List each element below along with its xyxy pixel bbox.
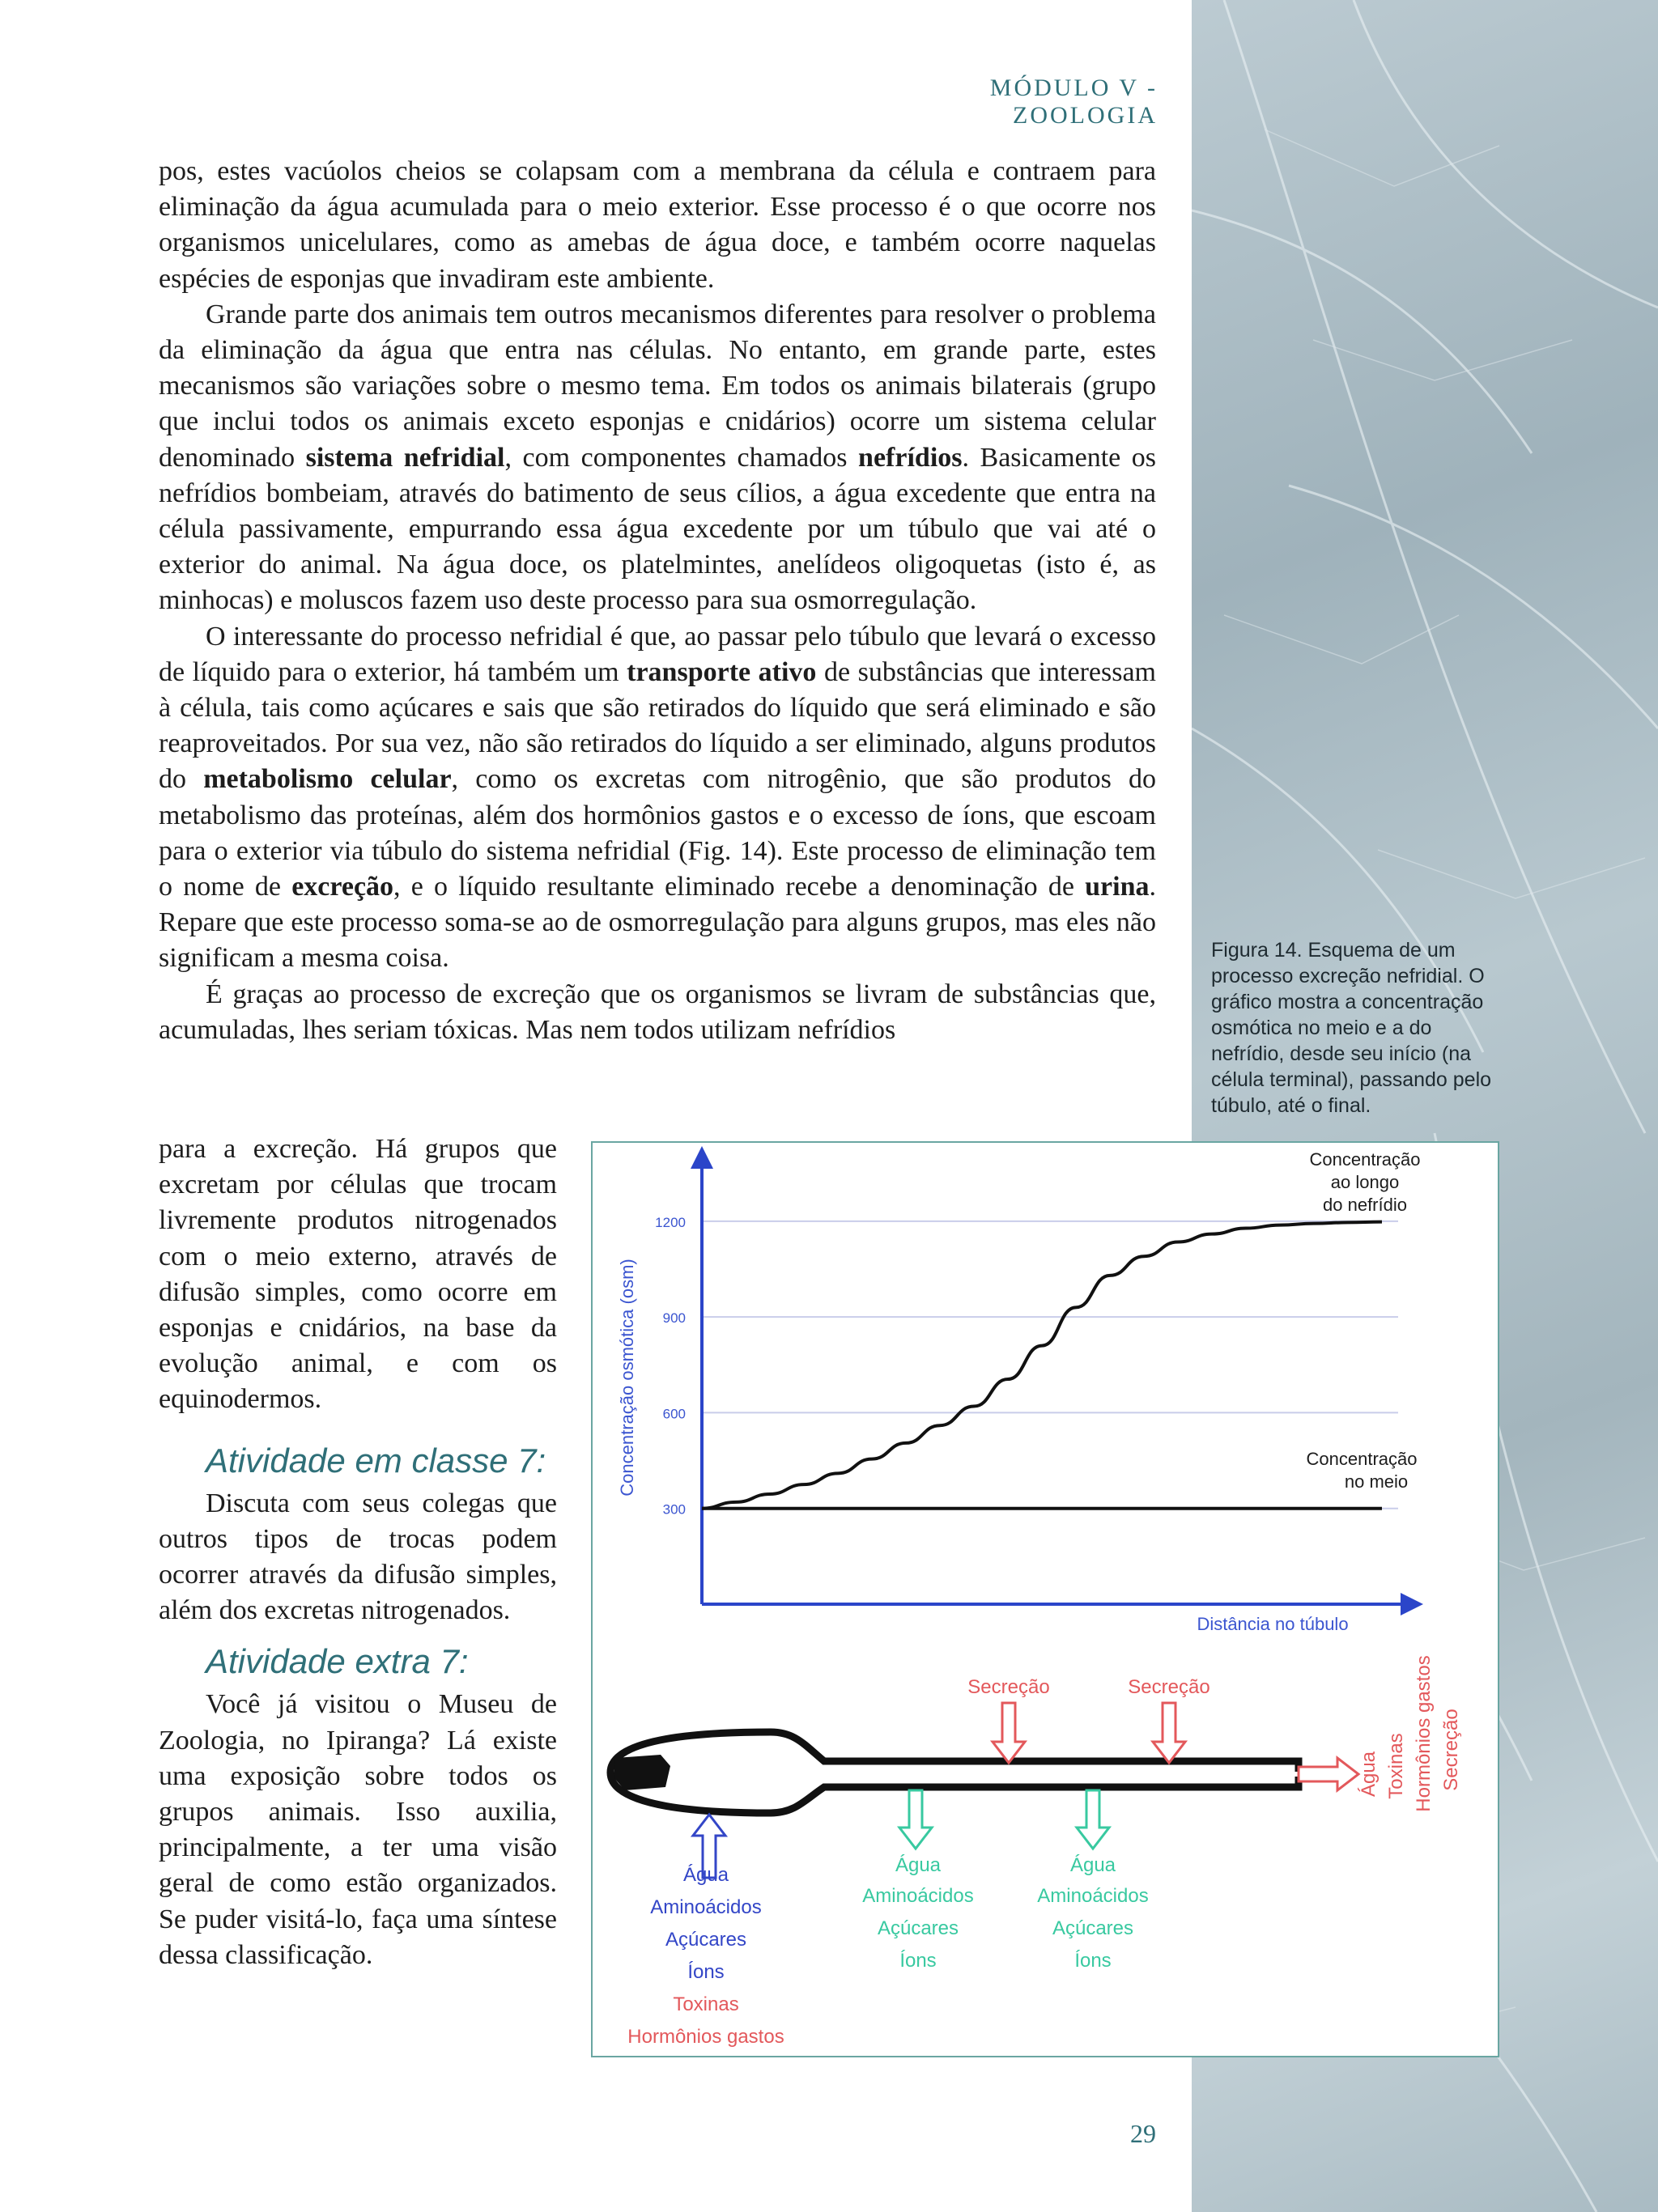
reabsorbed-item: Íons: [899, 1950, 937, 1972]
nephridial-excretion-figure: [593, 1143, 1498, 2056]
paragraph-2-text-c: . Basicamente os nefrídios bombeiam, através do batimento de seus cílios, a água excedente que entra na célula passivamente, empurrando essa água excedente por um túbulo que vai até o exterior do animal. Na água doce, os platelmintes, anelídeos oligoquetas (isto é, as minhocas) e moluscos fazem uso deste processo para sua osmorregulação.: [159, 442, 1157, 616]
paragraph-3: [159, 619, 1156, 977]
reabsorbed-list-1: [862, 1854, 973, 1972]
reabsorbed-item: Aminoácidos: [862, 1885, 974, 1907]
flame-cell-icon: [614, 1755, 670, 1790]
y-tick-labels: [655, 1215, 686, 1518]
paragraph-2-text-a: Grande parte dos animais tem outros mecanismos diferentes para resolver o problema da eliminação da água que entra nas células. No entanto, em grande parte, estes mecanismos são variações sobre o mesmo tema. Em todos os animais bilaterais (grupo que inclui todos os animais exceto esponjas e cnidários) ocorre um sistema celular denominado: [159, 299, 1156, 473]
paragraph-3-text-a: O interessante do processo nefridial é que, ao passar pelo túbulo que levará o excesso de líquido para o exterior, há também um: [159, 621, 1156, 687]
reabsorption-arrow-1-icon: [899, 1790, 932, 1849]
reabsorbed-item: Aminoácidos: [1037, 1885, 1149, 1907]
secretion-arrow-2-icon: [1153, 1703, 1185, 1763]
output-substances-list: [1358, 1655, 1462, 1811]
term-excrecao: excreção: [291, 872, 394, 902]
y-tick-label: 900: [662, 1310, 686, 1327]
series-label-nephridium: [1310, 1149, 1421, 1215]
output-item: Secreção: [1440, 1709, 1462, 1791]
page-header: MÓDULO V - ZOOLOGIA: [989, 74, 1158, 129]
input-item: Hormônios gastos: [627, 2026, 784, 2048]
chart-gridlines: [702, 1221, 1398, 1509]
paragraph-2-text-b: , com componentes chamados: [504, 442, 859, 473]
chart-series: [702, 1222, 1382, 1509]
figure-caption: Figura 14. Esquema de um processo excreção nefridial. O gráfico mostra a concentração osmótica no meio e a do nefrídio, desde seu início (na célula terminal), passando pelo túbulo, até o final.: [1211, 939, 1492, 1117]
input-substances-list: [627, 1864, 784, 2048]
term-urina: urina: [1085, 872, 1150, 902]
series-label-nephridium-line-2: ao longo: [1330, 1172, 1400, 1192]
input-item: Aminoácidos: [650, 1896, 762, 1918]
term-nefridios: nefrídios: [858, 442, 963, 473]
series-label-nephridium-line-3: do nefrídio: [1323, 1195, 1407, 1215]
page-number: 29: [1130, 2119, 1156, 2148]
y-tick-label: 1200: [655, 1214, 686, 1230]
term-metabolismo-celular: metabolismo celular: [203, 764, 452, 795]
y-tick-label: 600: [662, 1406, 686, 1422]
term-sistema-nefridial: sistema nefridial: [305, 442, 505, 473]
input-item: Íons: [687, 1961, 725, 1983]
paragraph-4-continued: para a excreção. Há grupos que excretam por células que trocam livremente produtos nitrogenados com o meio externo, através de difusão simples, como ocorre em esponjas e cnidários, na base da evolução animal, e com os equinodermos.: [159, 1134, 557, 1415]
reabsorbed-item: Açúcares: [877, 1917, 959, 1939]
reabsorption-arrow-2-icon: [1077, 1790, 1109, 1849]
secretion-label-2: Secreção: [1128, 1676, 1210, 1698]
activity-class-title: Atividade em classe 7:: [206, 1441, 546, 1480]
series-label-nephridium-line-1: Concentração: [1309, 1149, 1421, 1170]
reabsorbed-item: Água: [1069, 1854, 1116, 1876]
reabsorbed-item: Íons: [1074, 1950, 1112, 1972]
output-item: Água: [1358, 1751, 1380, 1798]
reabsorbed-item: Açúcares: [1052, 1917, 1134, 1939]
activity-extra-text: Você já visitou o Museu de Zoologia, no Ipiranga? Lá existe uma exposição sobre todos os grupos animais. Isso auxilia, principalmente, a ter uma visão geral de como estão organizados. Se puder visitá-lo, faça uma síntese dessa classificação.: [159, 1689, 557, 1970]
series-label-medium-line-1: Concentração: [1306, 1449, 1418, 1469]
series-line-nephridium: [702, 1222, 1382, 1509]
paragraph-4: É graças ao processo de excreção que os organismos se livram de substâncias que, acumuladas, lhes seriam tóxicas. Mas nem todos utilizam nefrídios: [159, 979, 1156, 1045]
output-arrow-icon: [1299, 1758, 1358, 1790]
paragraph-1: [159, 154, 1156, 297]
secretion-label-1: Secreção: [967, 1676, 1050, 1698]
paragraph-3-text-c: , como os excretas com nitrogênio, que são produtos do metabolismo das proteínas, além dos hormônios gastos e o excesso de íons, que escoam para o exterior via túbulo do sistema nefridial (Fig. 14). Este processo de eliminação tem o nome de: [159, 764, 1157, 902]
nephridium-diagram: [610, 1676, 1358, 1878]
term-transporte-ativo: transporte ativo: [627, 656, 817, 687]
paragraph-3-text-e: . Repare que este processo soma-se ao de osmorregulação para alguns grupos, mas eles não significam a mesma coisa.: [159, 872, 1156, 974]
main-text-column: [159, 154, 1156, 1048]
y-tick-label: 300: [662, 1501, 686, 1518]
figure-14: [591, 1141, 1499, 2057]
activity-extra-title: Atividade extra 7:: [206, 1642, 469, 1681]
paragraph-2: [159, 297, 1156, 619]
output-item: Toxinas: [1385, 1733, 1407, 1799]
output-item: Hormônios gastos: [1413, 1655, 1435, 1812]
series-label-medium: [1307, 1449, 1418, 1492]
paragraph-3-text-b: de substâncias que interessam à célula, tais como açúcares e sais que são retirados do líquido que será eliminado e são reaproveitados. Por sua vez, não são retirados do líquido a ser eliminado, alguns produtos do: [159, 656, 1156, 795]
x-axis-label: Distância no túbulo: [1197, 1614, 1349, 1634]
paragraph-3-text-d: , e o líquido resultante eliminado recebe a denominação de: [393, 872, 1086, 902]
left-narrow-column: [159, 1131, 557, 1973]
reabsorbed-item: Água: [895, 1854, 942, 1876]
input-item: Água: [682, 1864, 729, 1886]
activity-class-text: Discuta com seus colegas que outros tipos de trocas podem ocorrer através da difusão simples, além dos excretas nitrogenados.: [159, 1488, 557, 1626]
input-item: Açúcares: [665, 1929, 747, 1951]
y-axis-label: Concentração osmótica (osm): [617, 1259, 637, 1497]
series-label-medium-line-2: no meio: [1344, 1471, 1409, 1492]
input-item: Toxinas: [673, 1993, 739, 2015]
secretion-arrow-1-icon: [993, 1703, 1025, 1763]
paragraph-1-text: pos, estes vacúolos cheios se colapsam com a membrana da célula e contraem para eliminação da água acumulada para o meio exterior. Esse processo é o que ocorre nos organismos unicelulares, como as amebas de água doce, e também ocorre naquelas espécies de esponjas que invadiram este ambiente.: [159, 156, 1156, 294]
reabsorbed-list-2: [1037, 1854, 1148, 1972]
